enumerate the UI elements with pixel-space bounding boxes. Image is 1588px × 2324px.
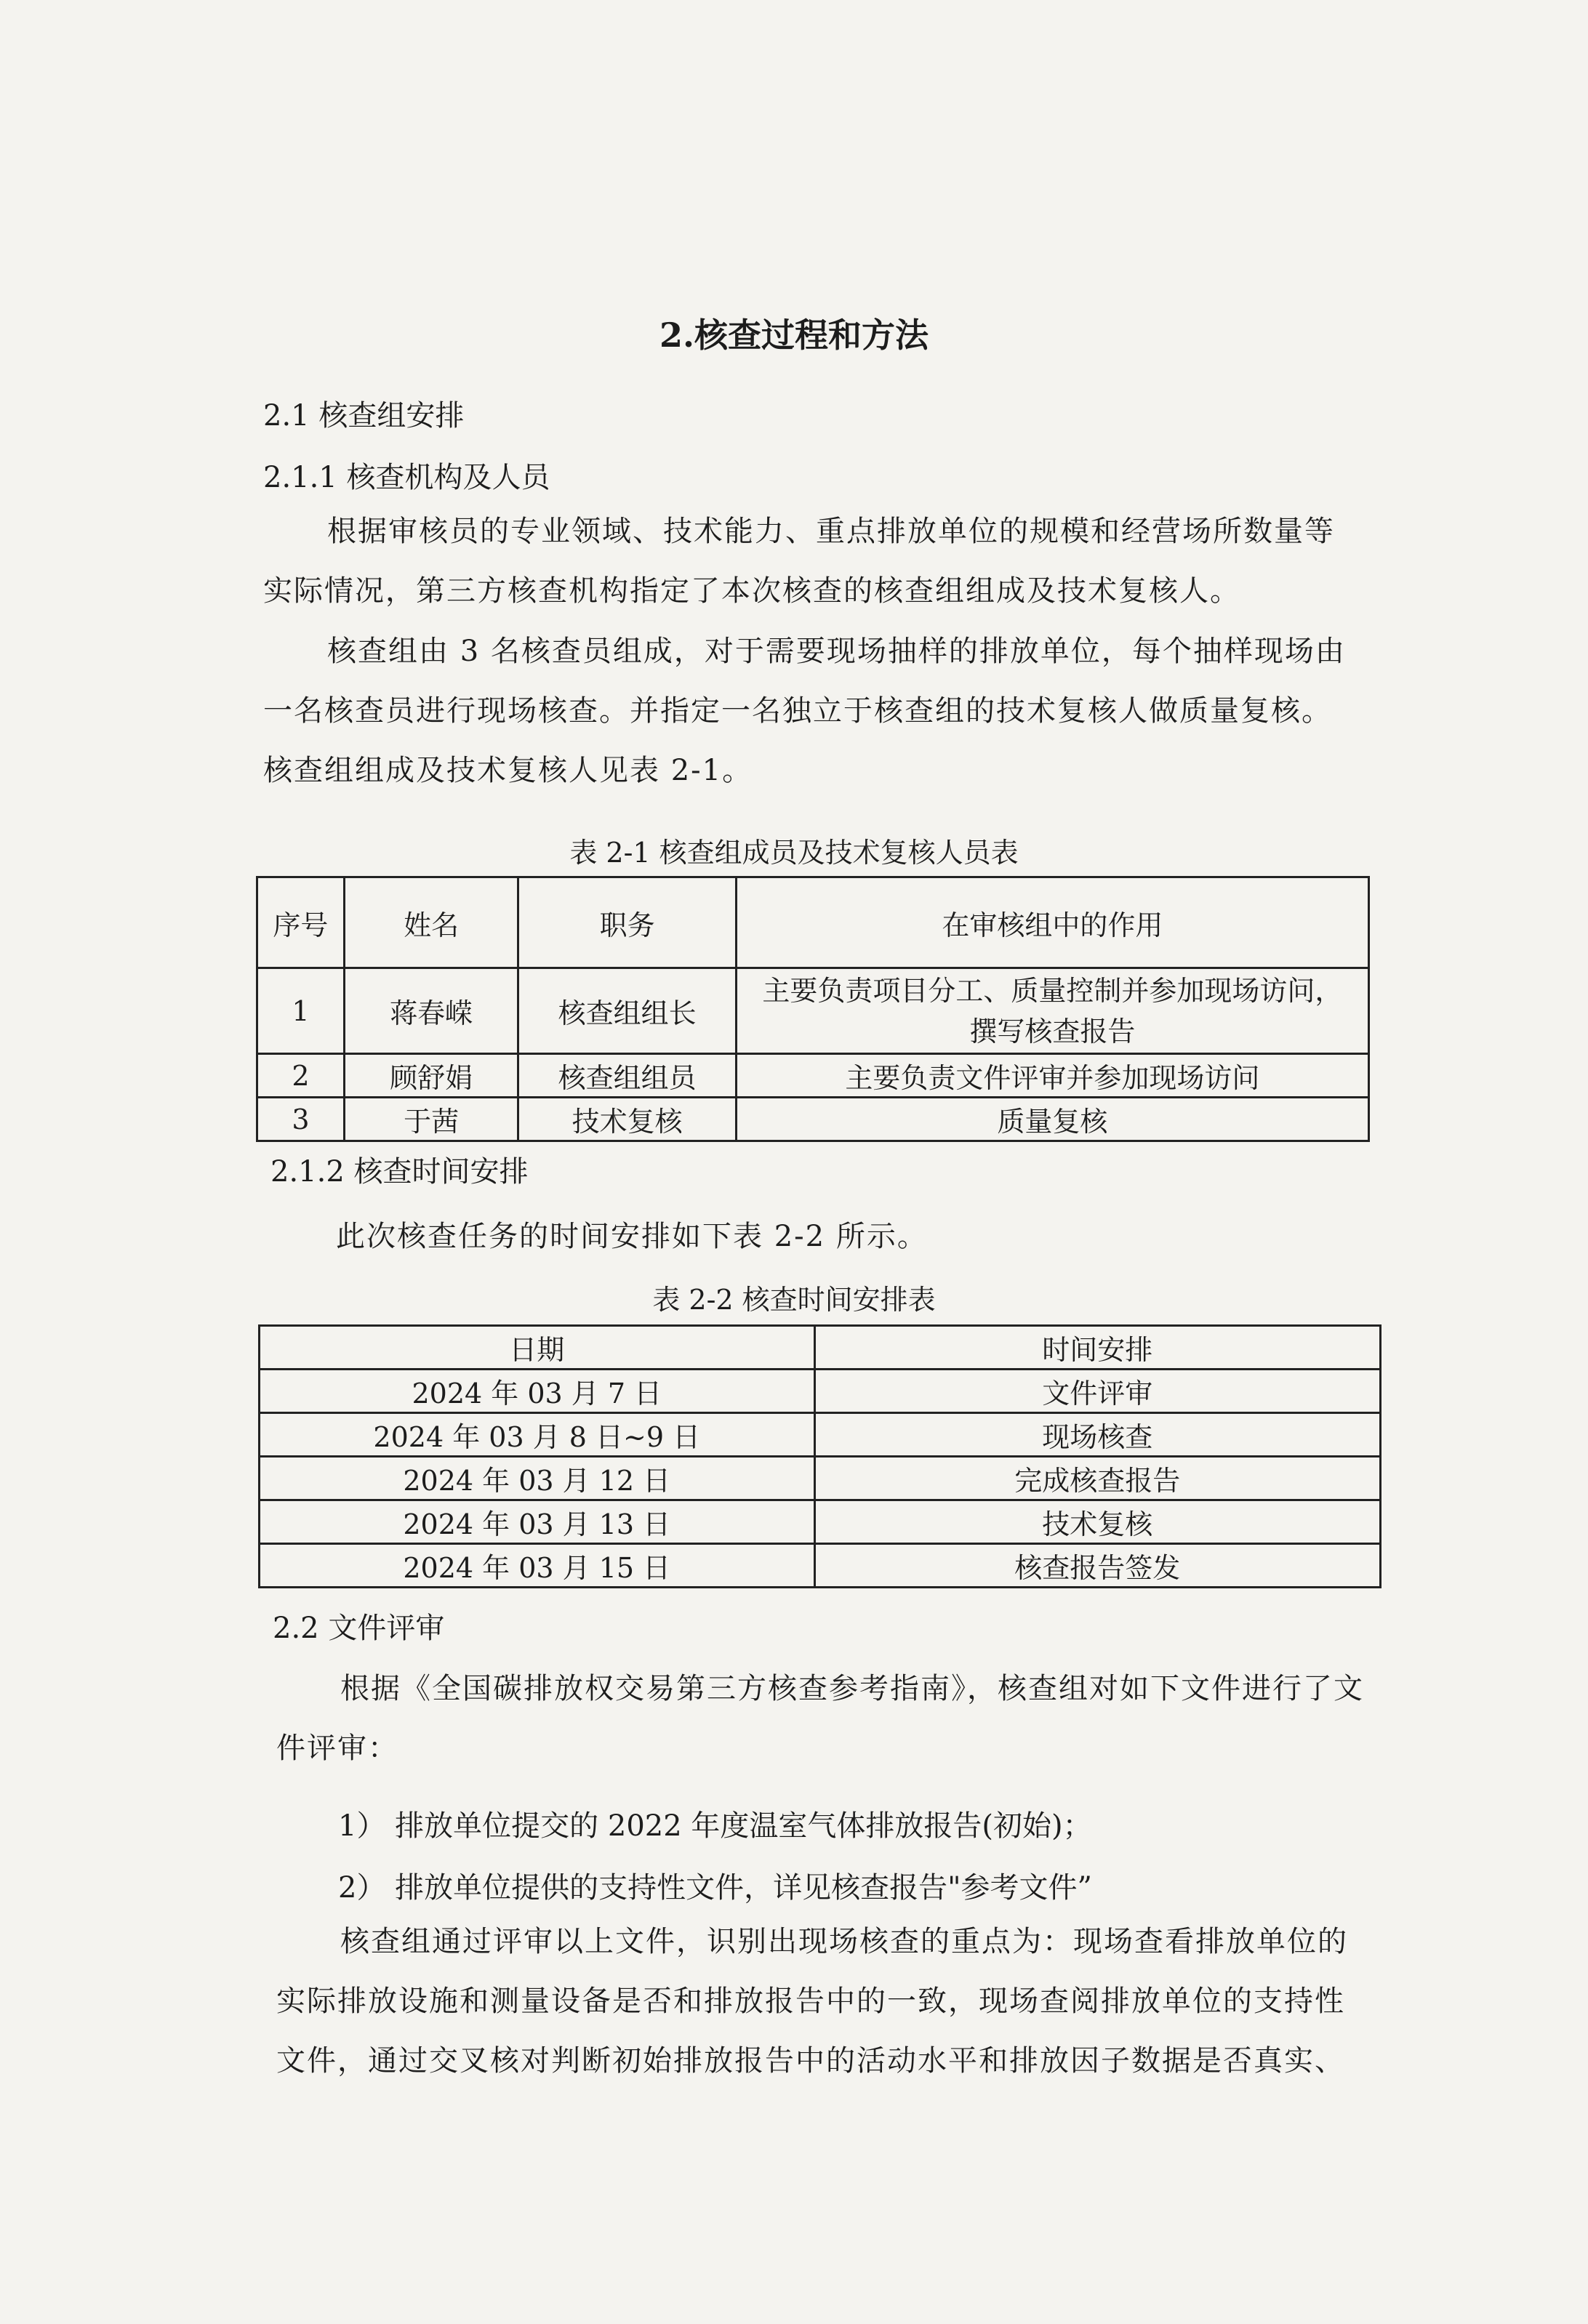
table-cell: 主要负责文件评审并参加现场访问	[736, 1054, 1368, 1098]
section-2-1-1-heading: 2.1.1 核查机构及人员	[263, 461, 550, 494]
table-cell: 技术复核	[814, 1500, 1380, 1544]
table-row	[260, 1370, 1381, 1413]
list-item: 2） 排放单位提供的支持性文件，详见核查报告"参考文件”	[338, 1871, 1093, 1905]
table-cell: 2024 年 03 月 12 日	[260, 1457, 815, 1500]
section-2-1-heading: 2.1 核查组安排	[263, 399, 465, 433]
paragraph-conclusion: 核查组通过评审以上文件，识别出现场核查的重点为：现场查看排放单位的实际排放设施和测量设备是否和排放报告中的一致，现场查阅排放单位的支持性文件，通过交叉核对判断初始排放报告中的活动水平和排放因子数据是否真实、	[276, 1925, 1348, 2078]
list-item: 1） 排放单位提交的 2022 年度温室气体排放报告(初始)；	[338, 1809, 1092, 1843]
table-cell: 核查组组长	[518, 968, 736, 1054]
table-header-row	[257, 877, 1369, 968]
table-cell: 核查组组员	[518, 1054, 736, 1098]
header-cell: 姓名	[344, 877, 518, 968]
table-cell: 顾舒娟	[344, 1054, 518, 1098]
header-cell: 职务	[518, 877, 736, 968]
table-row	[260, 1413, 1381, 1457]
table-cell: 于茜	[344, 1098, 518, 1141]
page-title: 2.核查过程和方法	[659, 315, 929, 355]
header-cell: 日期	[260, 1326, 815, 1370]
table-cell: 技术复核	[518, 1098, 736, 1141]
paragraph-schedule: 此次核查任务的时间安排如下表 2-2 所示。	[336, 1220, 928, 1253]
table-row	[260, 1544, 1381, 1588]
table-row	[257, 968, 1369, 1054]
table-cell: 1	[257, 968, 345, 1054]
table-cell: 蒋春嵘	[344, 968, 518, 1054]
table-2-2-caption: 表 2-2 核查时间安排表	[652, 1284, 936, 1316]
table-2-1-caption: 表 2-1 核查组成员及技术复核人员表	[569, 837, 1019, 869]
table-header-row	[260, 1326, 1381, 1370]
paragraph-team: 核查组由 3 名核查员组成，对于需要现场抽样的排放单位，每个抽样现场由一名核查员进行现场核查。并指定一名独立于核查组的技术复核人做质量复核。核查组组成及技术复核人见表 2-1。	[263, 635, 1346, 787]
paragraph-review: 根据《全国碳排放权交易第三方核查参考指南》，核查组对如下文件进行了文件评审：	[276, 1672, 1364, 1765]
table-cell: 2024 年 03 月 8 日~9 日	[260, 1413, 815, 1457]
table-cell: 现场核查	[814, 1413, 1380, 1457]
table-cell: 完成核查报告	[814, 1457, 1380, 1500]
table-row	[257, 1054, 1369, 1098]
table-cell: 2	[257, 1054, 345, 1098]
table-row	[260, 1500, 1381, 1544]
table-cell: 2024 年 03 月 13 日	[260, 1500, 815, 1544]
table-cell: 质量复核	[736, 1098, 1368, 1141]
schedule-table	[258, 1324, 1382, 1588]
table-cell: 3	[257, 1098, 345, 1141]
paragraph-organization: 根据审核员的专业领域、技术能力、重点排放单位的规模和经营场所数量等实际情况，第三方核查机构指定了本次核查的核查组组成及技术复核人。	[263, 515, 1335, 608]
header-cell: 在审核组中的作用	[736, 877, 1368, 968]
table-row	[260, 1457, 1381, 1500]
team-table	[256, 876, 1370, 1142]
header-cell: 序号	[257, 877, 345, 968]
table-cell: 2024 年 03 月 15 日	[260, 1544, 815, 1588]
section-2-2-heading: 2.2 文件评审	[273, 1612, 445, 1645]
table-row	[257, 1098, 1369, 1141]
table-cell: 核查报告签发	[814, 1544, 1380, 1588]
header-cell: 时间安排	[814, 1326, 1380, 1370]
table-cell: 主要负责项目分工、质量控制并参加现场访问，撰写核查报告	[736, 968, 1368, 1054]
section-2-1-2-heading: 2.1.2 核查时间安排	[270, 1155, 529, 1189]
table-cell: 文件评审	[814, 1370, 1380, 1413]
table-cell: 2024 年 03 月 7 日	[260, 1370, 815, 1413]
